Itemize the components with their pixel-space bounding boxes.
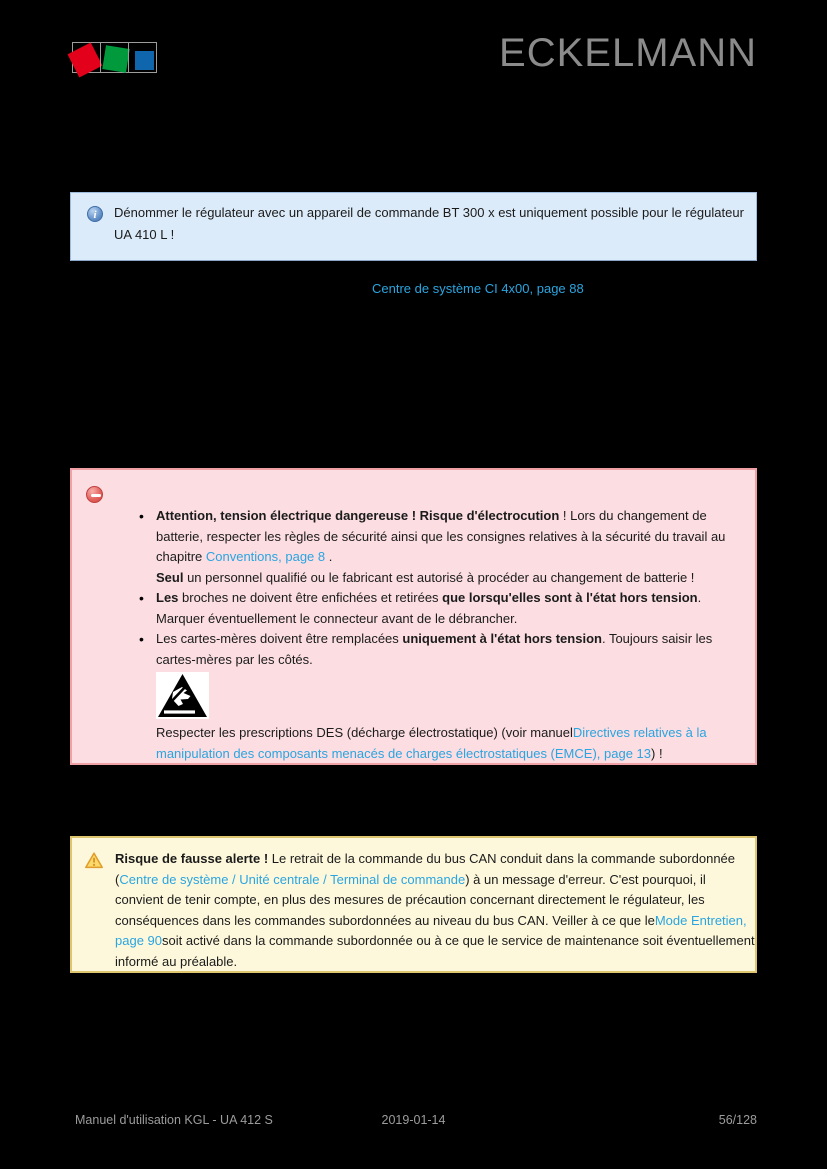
red-square-icon — [68, 43, 103, 78]
info-note-text: Dénommer le régulateur avec un appareil de commande BT 300 x est uniquement possible pour le régulateur UA 410 L ! — [114, 205, 744, 242]
warning-triangle-icon — [85, 852, 103, 869]
inline-link[interactable]: Centre de système / Unité centrale / Terminal de commande — [119, 871, 466, 887]
danger-note-box — [70, 468, 757, 765]
danger-note-content — [72, 487, 755, 764]
esd-paragraph: Respecter les prescriptions DES (décharge électrostatique) (voir manuelDirectives relatives à la manipulation des composants menacés de charges électrostatiques (EMCE), page 13) ! — [156, 725, 707, 761]
logo-blue-cell — [128, 42, 157, 73]
footer-page-number: 56/128 — [718, 1113, 757, 1127]
footer-document-title: Manuel d'utilisation KGL - UA 412 S — [75, 1113, 273, 1127]
green-square-icon — [102, 45, 129, 72]
inline-link[interactable]: Mode Entretien, page 90 — [115, 912, 747, 948]
footer-date: 2019-01-14 — [381, 1113, 446, 1127]
info-note-box — [70, 192, 757, 261]
danger-bullet: • Attention, tension électrique dangereuse ! Risque d'électrocution ! Lors du changement de batterie, respecter les règles de sécurité ainsi que les consignes relatives à la sécurité du travail au chapitre Conventions, page 8 . Seul un personnel qualifié ou le fabricant est autorisé à procéder au changement de batterie ! — [156, 506, 745, 588]
no-entry-icon — [86, 486, 103, 503]
eckelmann-logo — [72, 42, 157, 73]
chapter-link[interactable]: Centre de système CI 4x00, page 88 — [372, 281, 584, 296]
esd-warning-icon — [156, 672, 209, 719]
info-icon — [87, 206, 103, 222]
page-footer — [70, 1112, 757, 1128]
danger-bullet: • Les cartes-mères doivent être remplacées uniquement à l'état hors tension. Toujours saisir les cartes-mères par les côtés. — [156, 629, 745, 670]
danger-bullet-list — [156, 506, 745, 670]
logo-green-cell — [100, 42, 129, 73]
danger-bullet: • Les broches ne doivent être enfichées et retirées que lorsqu'elles sont à l'état hors tension. Marquer éventuellement le connecteur avant de le débrancher. — [156, 588, 745, 629]
inline-link[interactable]: Directives relatives à la manipulation des composants menacés de charges électrostatiques (EMCE), page 13 — [156, 725, 707, 761]
blue-square-icon — [135, 51, 154, 70]
warning-note-box — [70, 836, 757, 973]
warning-note-text: Risque de fausse alerte ! Le retrait de la commande du bus CAN conduit dans la commande subordonnée (Centre de système / Unité centrale / Terminal de commande) à un message d'erreur. C'est pourquoi, il convient de tenir compte, en plus des mesures de précaution concernant directement le régulateur, les conséquences dans les commandes subordonnées au niveau du bus CAN. Veiller à ce que leMode Entretien, page 90soit activé dans la commande subordonnée ou à ce que le service de maintenance soit éventuellement informé au préalable. — [115, 851, 755, 969]
inline-link[interactable]: Conventions, page 8 — [205, 549, 326, 564]
logo-red-cell — [72, 42, 101, 73]
brand-wordmark: ECKELMANN — [499, 31, 757, 75]
